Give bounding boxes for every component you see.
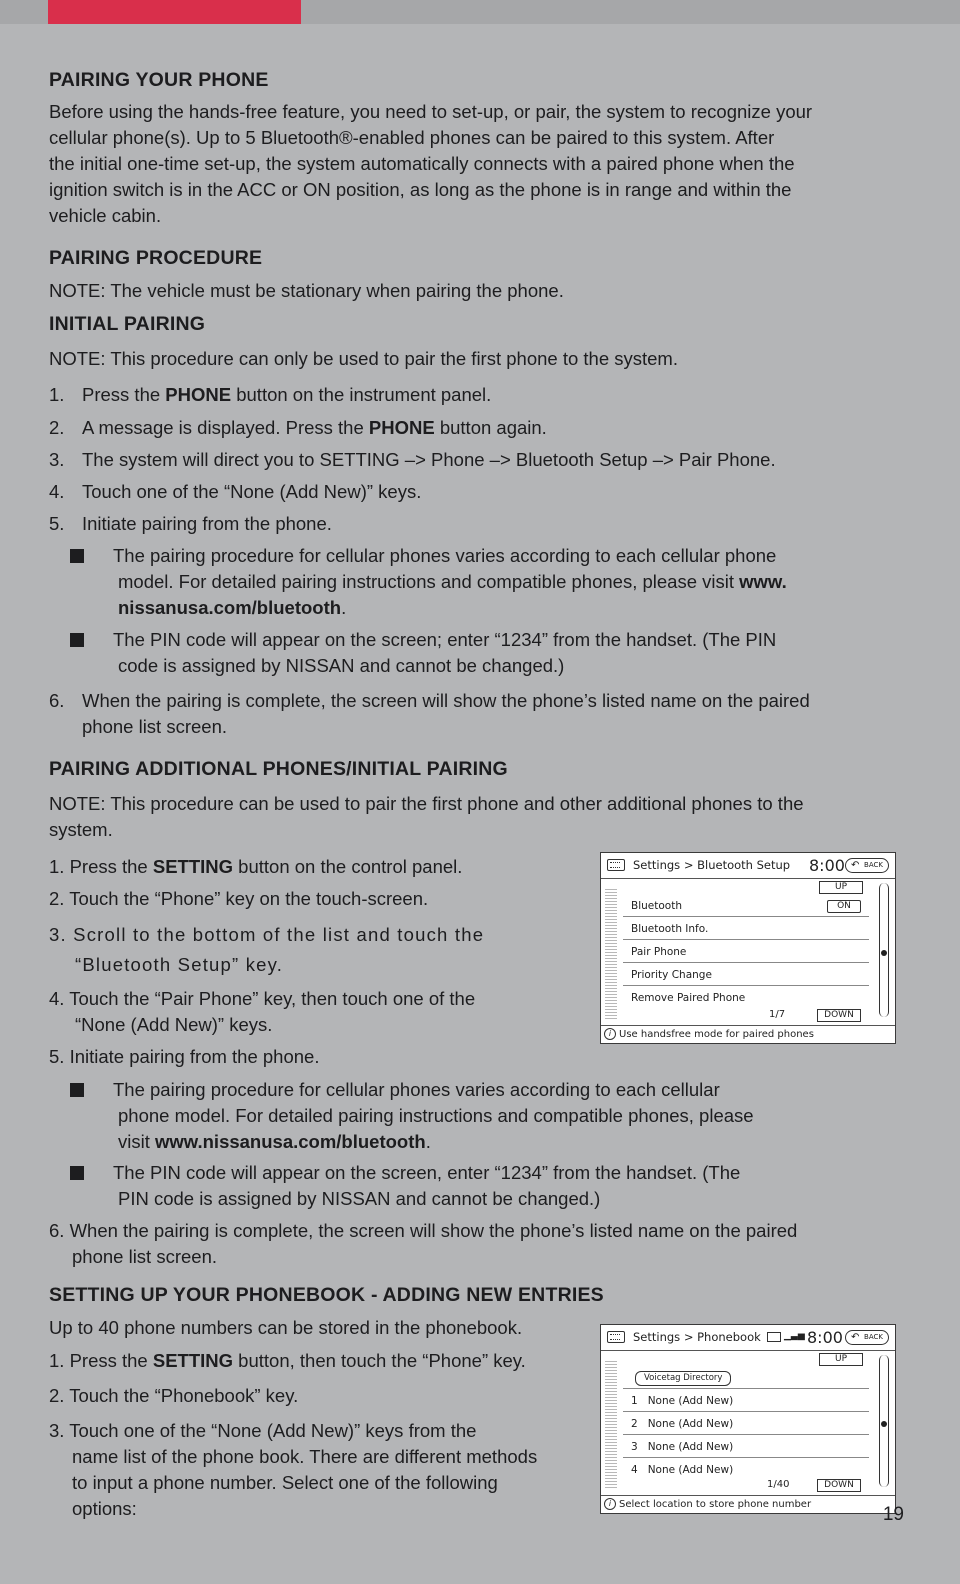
pairing-procedure-note: NOTE: The vehicle must be stationary when pairing the phone. — [49, 280, 564, 301]
list-item — [49, 415, 899, 441]
scroll-ruler — [605, 1361, 617, 1489]
list-item: 5. Initiate pairing from the phone. — [49, 1046, 320, 1067]
up-button[interactable]: UP — [819, 1353, 863, 1366]
step-text: Initiate pairing from the phone. — [82, 513, 332, 534]
back-button[interactable]: ↶ BACK — [845, 1330, 889, 1345]
scroll-knob[interactable] — [881, 1421, 887, 1427]
step-text-part: Press the — [82, 384, 166, 405]
info-icon: i — [604, 1028, 616, 1040]
step-text: “None (Add New)” keys. — [75, 1014, 273, 1035]
row-label: Bluetooth Info. — [631, 923, 709, 935]
screen-title: Settings > Bluetooth Setup — [633, 858, 791, 872]
step-text-part: 1. Press the — [49, 856, 153, 877]
bullet-item — [70, 543, 900, 621]
text-line: ignition switch is in the ACC or ON position, as long as the phone is in range and within the — [49, 179, 792, 200]
setting-keyword: SETTING — [152, 1350, 234, 1371]
bullet-square-icon — [70, 1166, 84, 1180]
screen-title: Settings > Phonebook — [633, 1330, 761, 1344]
bullet-text-part: . — [425, 1131, 431, 1152]
initial-pairing-note: NOTE: This procedure can only be used to pair the first phone to the system. — [49, 348, 678, 369]
screen-footer — [601, 1495, 895, 1513]
bullet-text: The pairing procedure for cellular phones varies according to each cellular — [113, 1079, 720, 1100]
footer-hint: Use handsfree mode for paired phones — [619, 1029, 814, 1040]
bluetooth-setup-screen — [600, 852, 896, 1044]
phone-status-icon — [767, 1332, 781, 1342]
list-item-entry-3[interactable] — [623, 1436, 869, 1458]
heading-initial-pairing: INITIAL PAIRING — [49, 313, 206, 335]
page-number: 19 — [882, 1504, 904, 1525]
step-text: 6. When the pairing is complete, the screen will show the phone’s listed name on the paired — [49, 1220, 798, 1241]
step-text-part: 1. Press the — [49, 1350, 153, 1371]
down-button[interactable]: DOWN — [817, 1479, 861, 1492]
list-item — [49, 511, 899, 537]
heading-pairing-your-phone: PAIRING YOUR PHONE — [49, 69, 269, 91]
row-label: Remove Paired Phone — [631, 992, 746, 1004]
step-number: 4. — [49, 481, 65, 502]
list-item — [49, 447, 899, 473]
accent-tab — [48, 0, 301, 24]
phonebook-screen — [600, 1324, 896, 1514]
step-text: 4. Touch the “Pair Phone” key, then touch one of the — [49, 988, 476, 1009]
step-text: Touch one of the “None (Add New)” keys. — [82, 481, 422, 502]
row-label: 4 None (Add New) — [631, 1464, 734, 1476]
phone-keyword: PHONE — [165, 384, 232, 405]
step-text — [82, 415, 547, 441]
step-text: 3. Scroll to the bottom of the list and touch the — [49, 924, 485, 945]
list-item-entry-1[interactable] — [623, 1390, 869, 1412]
scrollbar[interactable] — [879, 883, 889, 1017]
step-text: The system will direct you to SETTING –> Phone –> Bluetooth Setup –> Pair Phone. — [82, 449, 776, 470]
page-indicator: 1/7 — [769, 1009, 786, 1020]
row-label: Pair Phone — [631, 946, 687, 958]
step-number: 6. — [49, 690, 65, 711]
step-number: 3. — [49, 449, 65, 470]
setting-keyword: SETTING — [152, 856, 234, 877]
info-icon: i — [604, 1498, 616, 1510]
step-number: 1. — [49, 384, 65, 405]
list-item-entry-2[interactable] — [623, 1413, 869, 1435]
step-number: 2. — [49, 417, 65, 438]
bullet-text — [118, 1129, 431, 1155]
text-line: Before using the hands-free feature, you need to set-up, or pair, the system to recognize your — [49, 101, 813, 122]
list-item — [49, 479, 899, 505]
list-item-remove-paired-phone[interactable] — [623, 987, 869, 1009]
screen-header — [601, 853, 895, 879]
list-item-entry-4[interactable] — [623, 1459, 869, 1481]
step-text: 3. Touch one of the “None (Add New)” keys from the — [49, 1420, 477, 1441]
screen-header — [601, 1325, 895, 1351]
list-item-priority-change[interactable] — [623, 964, 869, 986]
step-text-part: button on the control panel. — [233, 856, 463, 877]
bullet-text — [118, 569, 787, 595]
list-item — [623, 1367, 869, 1389]
bullet-item — [70, 627, 900, 679]
row-label: 1 None (Add New) — [631, 1395, 734, 1407]
bullet-text-part: . — [341, 597, 347, 618]
row-label: Priority Change — [631, 969, 712, 981]
step-text: When the pairing is complete, the screen will show the phone’s listed name on the paired — [82, 690, 810, 711]
step-text: options: — [72, 1498, 137, 1519]
text-line: the initial one-time set-up, the system automatically connects with a paired phone when the — [49, 153, 795, 174]
bullet-text: PIN code is assigned by NISSAN and cannot be changed.) — [118, 1188, 601, 1209]
bullet-item — [70, 1160, 870, 1212]
back-button[interactable]: ↶ BACK — [845, 858, 889, 873]
bullet-text: The PIN code will appear on the screen; enter “1234” from the handset. (The PIN — [113, 629, 777, 650]
text-line: NOTE: This procedure can be used to pair the first phone and other additional phones to the — [49, 793, 804, 814]
bullet-text: code is assigned by NISSAN and cannot be changed.) — [118, 655, 565, 676]
phone-keyword: PHONE — [368, 417, 435, 438]
list-item — [49, 688, 909, 740]
additional-pairing-note — [49, 791, 804, 843]
signal-icon: ▁▃▅ — [784, 1331, 805, 1341]
step-text: “Bluetooth Setup” key. — [75, 954, 284, 975]
down-button[interactable]: DOWN — [817, 1009, 861, 1022]
heading-pairing-additional-phones: PAIRING ADDITIONAL PHONES/INITIAL PAIRING — [49, 758, 508, 780]
bullet-text-part: model. For detailed pairing instructions and compatible phones, please visit — [118, 571, 740, 592]
step-text: phone list screen. — [82, 716, 228, 737]
bullet-square-icon — [70, 633, 84, 647]
footer-hint: Select location to store phone number — [619, 1499, 812, 1510]
list-item — [49, 1218, 797, 1270]
bullet-text-part: visit — [118, 1131, 155, 1152]
menu-icon[interactable] — [607, 859, 625, 871]
bullet-item — [70, 1077, 870, 1155]
heading-pairing-procedure: PAIRING PROCEDURE — [49, 247, 263, 269]
step-text-part: button on the instrument panel. — [231, 384, 492, 405]
bullet-square-icon — [70, 549, 84, 563]
pairing-intro-paragraph — [49, 99, 812, 229]
step-number: 5. — [49, 513, 65, 534]
list-item — [49, 854, 462, 880]
phonebook-intro: Up to 40 phone numbers can be stored in the phonebook. — [49, 1317, 523, 1338]
text-line: cellular phone(s). Up to 5 Bluetooth®-enabled phones can be paired to this system. After — [49, 127, 775, 148]
url-link[interactable]: www. — [739, 571, 787, 592]
menu-icon[interactable] — [607, 1331, 625, 1343]
text-line: vehicle cabin. — [49, 205, 162, 226]
clock: 8:00 — [809, 856, 845, 875]
bullet-text: phone model. For detailed pairing instructions and compatible phones, please — [118, 1105, 754, 1126]
bullet-text: The pairing procedure for cellular phones varies according to each cellular phone — [113, 545, 777, 566]
bullet-text — [118, 595, 346, 621]
scrollbar[interactable] — [879, 1355, 889, 1487]
list-item — [49, 382, 899, 408]
scroll-ruler — [605, 889, 617, 1019]
heading-setting-up-phonebook: SETTING UP YOUR PHONEBOOK - ADDING NEW ENTRIES — [49, 1284, 604, 1306]
up-button[interactable]: UP — [819, 881, 863, 894]
voicetag-directory-button[interactable]: Voicetag Directory — [635, 1371, 731, 1386]
clock: 8:00 — [807, 1328, 843, 1347]
step-text — [82, 382, 491, 408]
screen-footer — [601, 1025, 895, 1043]
step-text: name list of the phone book. There are different methods — [72, 1446, 538, 1467]
list-item — [49, 1418, 537, 1522]
row-label: 3 None (Add New) — [631, 1441, 734, 1453]
list-item: 2. Touch the “Phone” key on the touch-screen. — [49, 888, 429, 909]
row-label: Bluetooth — [631, 900, 682, 912]
scroll-knob[interactable] — [881, 950, 887, 956]
step-text: to input a phone number. Select one of the following — [72, 1472, 498, 1493]
list-item — [49, 1348, 526, 1374]
step-text-part: button, then touch the “Phone” key. — [233, 1350, 526, 1371]
step-text-part: A message is displayed. Press the — [82, 417, 369, 438]
list-item — [49, 920, 484, 980]
list-item — [49, 986, 475, 1038]
url-link[interactable]: www.nissanusa.com/bluetooth — [155, 1131, 426, 1152]
page-indicator: 1/40 — [767, 1479, 790, 1490]
bluetooth-toggle[interactable]: ON — [827, 900, 861, 913]
row-label: 2 None (Add New) — [631, 1418, 734, 1430]
url-link[interactable]: nissanusa.com/bluetooth — [118, 597, 342, 618]
step-text-part: button again. — [434, 417, 547, 438]
bullet-square-icon — [70, 1083, 84, 1097]
text-line: system. — [49, 819, 113, 840]
list-item-pair-phone[interactable] — [623, 941, 869, 963]
list-item-bluetooth-info[interactable] — [623, 918, 869, 940]
bullet-text: The PIN code will appear on the screen, enter “1234” from the handset. (The — [113, 1162, 741, 1183]
step-text: phone list screen. — [72, 1246, 218, 1267]
list-item: 2. Touch the “Phonebook” key. — [49, 1385, 299, 1406]
top-bar — [0, 0, 960, 24]
